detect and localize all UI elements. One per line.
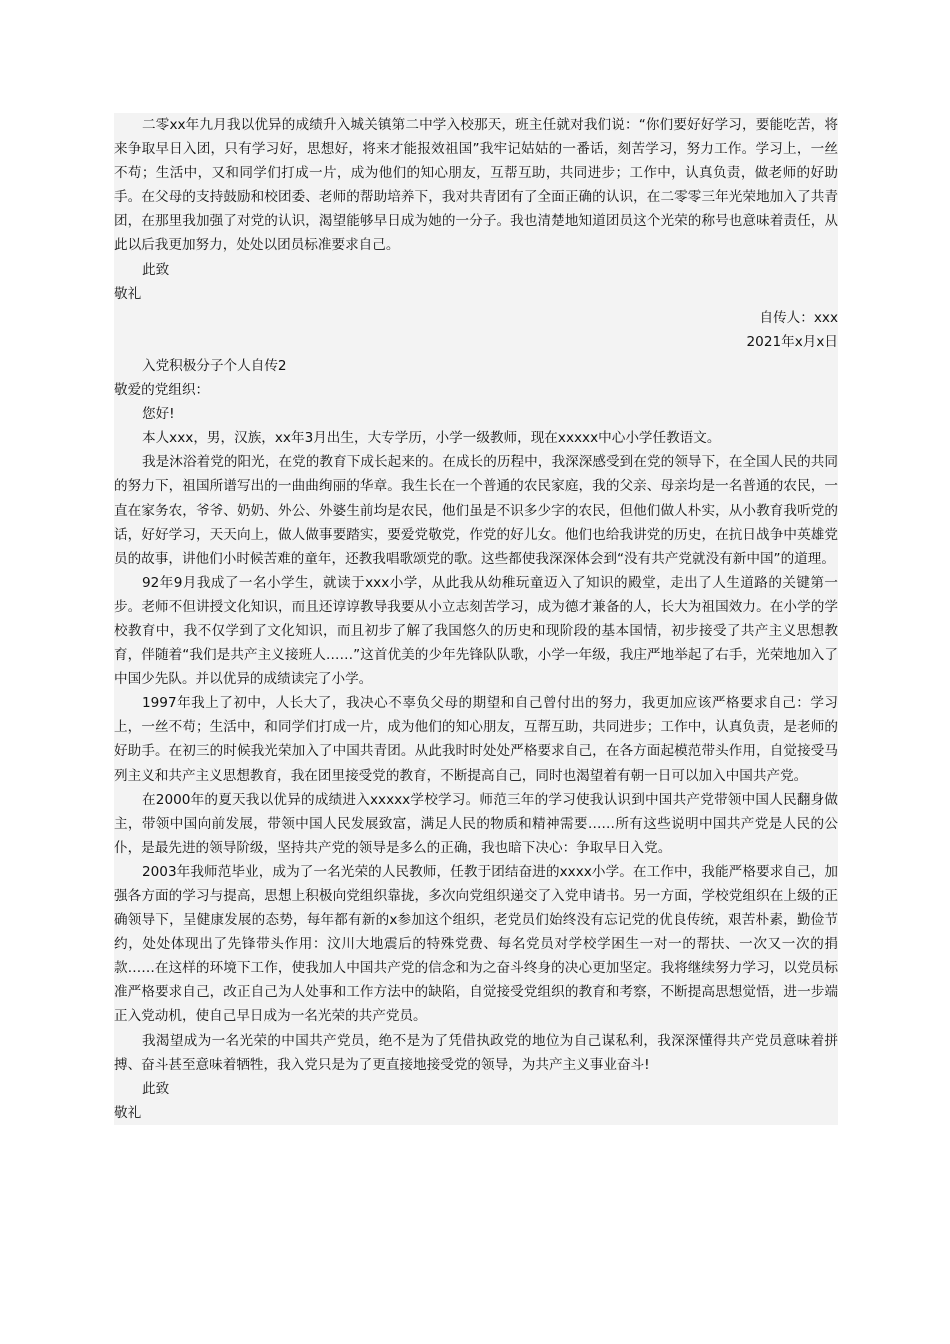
closing-jingli: 敬礼 [114,282,838,306]
body-paragraph: 二零xx年九月我以优异的成绩升入城关镇第二中学入校那天，班主任就对我们说：“你们要好好学习，要能吃苦，将来争取早日入团，只有学习好，思想好，将来才能报效祖国”我牢记姑姑的一番话，刻苦学习，努力工作。学习上，一丝不苟；生活中，又和同学们打成一片，成为他们的知心朋友，互帮互助，共同进步；工作中，认真负责，做老师的好助手。在父母的支持鼓励和校团委、老师的帮助培养下，我对共青团有了全面正确的认识，在二零零三年光荣地加入了共青团，在那里我加强了对党的认识，渴望能够早日成为她的一分子。我也清楚地知道团员这个光荣的称号也意味着责任，从此以后我更加努力，处处以团员标准要求自己。 [114,113,838,258]
section-title: 入党积极分子个人自传2 [114,354,838,378]
document-body [114,113,838,1125]
closing-cizhi: 此致 [114,1077,838,1101]
author-signature: 自传人：xxx [114,306,838,330]
letter-date: 2021年x月x日 [114,330,838,354]
body-paragraph: 在2000年的夏天我以优异的成绩进入xxxxx学校学习。师范三年的学习使我认识到中国共产党带领中国人民翻身做主，带领中国向前发展，带领中国人民发展致富，满足人民的物质和精神需要……所有这些说明中国共产党是人民的公仆，是最先进的领导阶级，坚持共产党的领导是多么的正确，我也暗下决心：争取早日入党。 [114,788,838,860]
body-paragraph: 我渴望成为一名光荣的中国共产党员，绝不是为了凭借执政党的地位为自己谋私利，我深深懂得共产党员意味着拼搏、奋斗甚至意味着牺牲，我入党只是为了更直接地接受党的领导，为共产主义事业奋斗! [114,1029,838,1077]
salutation: 敬爱的党组织： [114,378,838,402]
closing-cizhi: 此致 [114,258,838,282]
body-paragraph: 1997年我上了初中，人长大了，我决心不辜负父母的期望和自己曾付出的努力，我更加应该严格要求自己：学习上，一丝不苟；生活中，和同学们打成一片，成为他们的知心朋友，互帮互助，共同进步；工作中，认真负责，是老师的好助手。在初三的时候我光荣加入了中国共青团。从此我时时处处严格要求自己，在各方面起模范带头作用，自觉接受马列主义和共产主义思想教育，我在团里接受党的教育，不断提高自己，同时也渴望着有朝一日可以加入中国共产党。 [114,691,838,787]
body-paragraph: 本人xxx，男，汉族，xx年3月出生，大专学历，小学一级教师，现在xxxxx中心小学任教语文。 [114,426,838,450]
body-paragraph: 我是沐浴着党的阳光，在党的教育下成长起来的。在成长的历程中，我深深感受到在党的领导下，在全国人民的共同的努力下，祖国所谱写出的一曲曲绚丽的华章。我生长在一个普通的农民家庭，我的父亲、母亲均是一名普通的农民，一直在家务农，爷爷、奶奶、外公、外婆生前均是农民，他们虽是不识多少字的农民，但他们做人朴实，从小教育我听党的话，好好学习，天天向上，做人做事要踏实，要爱党敬党，作党的好儿女。他们也给我讲党的历史，在抗日战争中英雄党员的故事，讲他们小时候苦难的童年，还教我唱歌颂党的歌。这些都使我深深体会到“没有共产党就没有新中国”的道理。 [114,450,838,570]
body-paragraph: 92年9月我成了一名小学生，就读于xxx小学，从此我从幼稚玩童迈入了知识的殿堂，走出了人生道路的关键第一步。老师不但讲授文化知识，而且还谆谆教导我要从小立志刻苦学习，成为德才兼备的人，长大为祖国效力。在小学的学校教育中，我不仅学到了文化知识，而且初步了解了我国悠久的历史和现阶段的基本国情，初步接受了共产主义思想教育，伴随着“我们是共产主义接班人……”这首优美的少年先锋队队歌，小学一年级，我庄严地举起了右手，光荣地加入了中国少先队。并以优异的成绩读完了小学。 [114,571,838,691]
body-paragraph: 2003年我师范毕业，成为了一名光荣的人民教师，任教于团结奋进的xxxx小学。在工作中，我能严格要求自己，加强各方面的学习与提高，思想上积极向党组织靠拢，多次向党组织递交了入党申请书。另一方面，学校党组织在上级的正确领导下，呈健康发展的态势，每年都有新的x参加这个组织，老党员们始终没有忘记党的优良传统，艰苦朴素，勤俭节约，处处体现出了先锋带头作用：汶川大地震后的特殊党费、每名党员对学校学困生一对一的帮扶、一次又一次的捐款……在这样的环境下工作，使我加人中国共产党的信念和为之奋斗终身的决心更加坚定。我将继续努力学习，以党员标准严格要求自己，改正自己为人处事和工作方法中的缺陷，自觉接受党组织的教育和考察，不断提高思想觉悟，进一步端正入党动机，使自己早日成为一名光荣的共产党员。 [114,860,838,1029]
greeting: 您好! [114,402,838,426]
closing-jingli: 敬礼 [114,1101,838,1125]
